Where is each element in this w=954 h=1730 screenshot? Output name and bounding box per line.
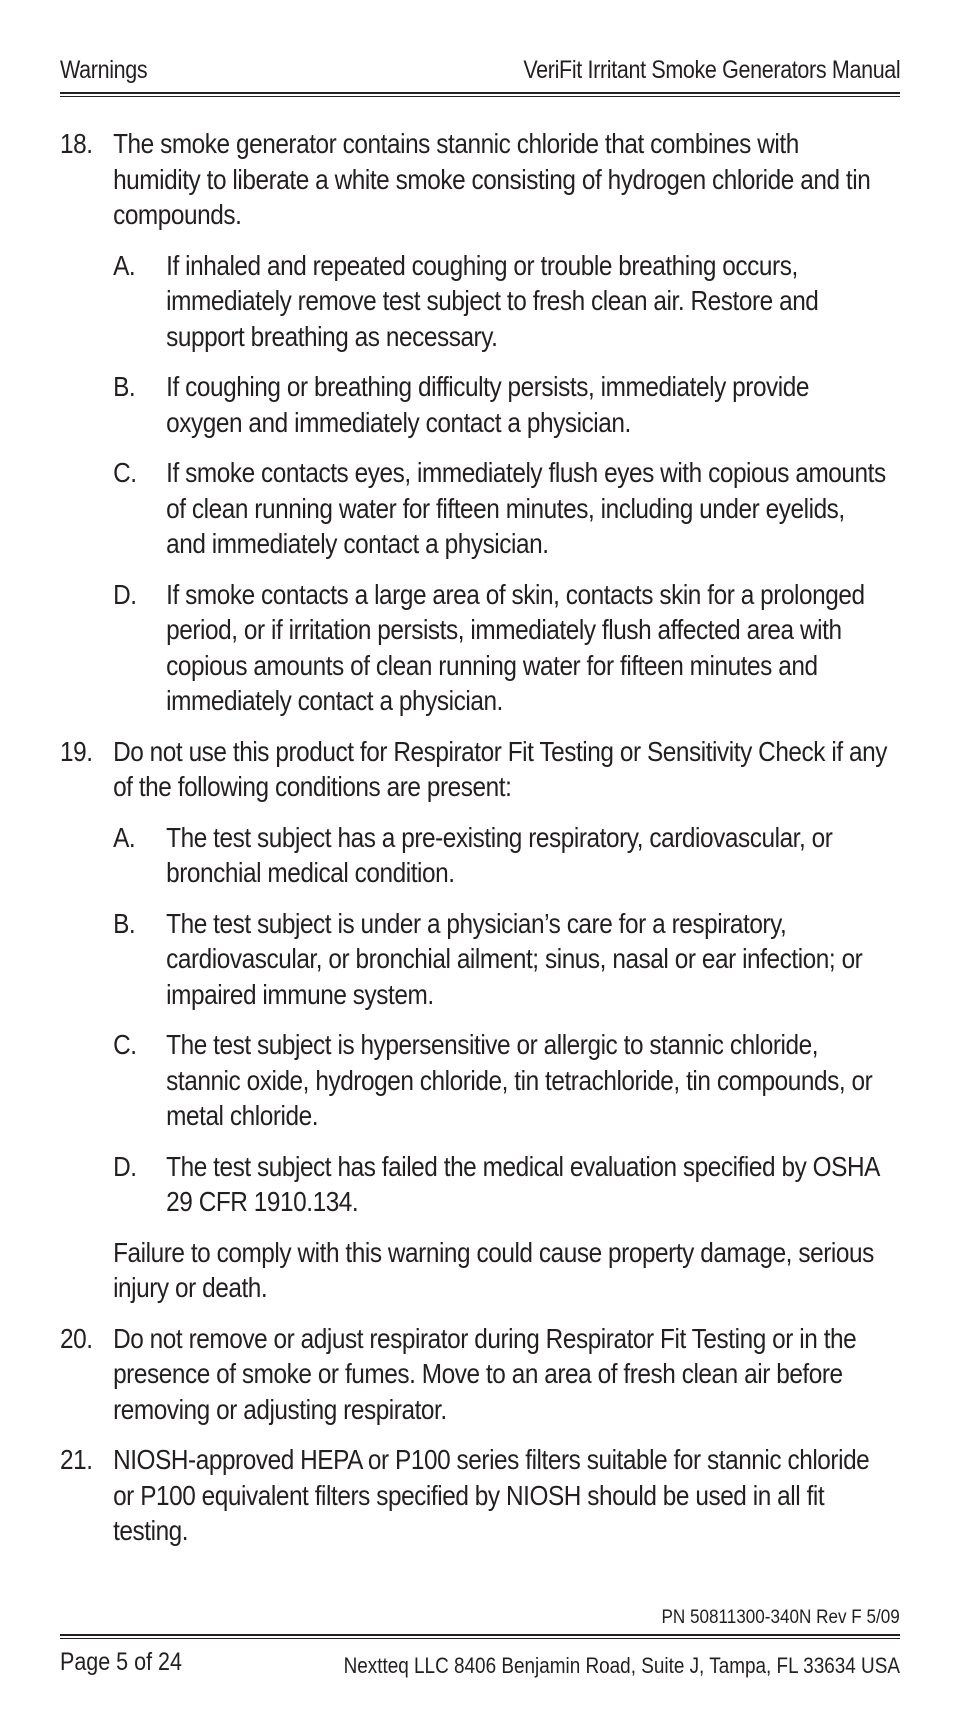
warnings-list <box>60 126 912 1564</box>
item-text: NIOSH-approved HEPA or P100 series filters suitable for stannic chloride or P100 equivalent filters specified by NIOSH should be used in all fit testing. <box>113 1444 870 1546</box>
subitem-letter: A. <box>113 821 136 853</box>
subitem-text: If smoke contacts a large area of skin, contacts skin for a prolonged period, or if irritation persists, immediately flush affected area with copious amounts of clean running water for fifteen minutes and immediately contact a physician. <box>166 578 865 716</box>
subitem-letter: D. <box>113 578 137 610</box>
subitem-letter: B. <box>113 371 136 402</box>
item-number: 19. <box>60 735 93 767</box>
footer-rule <box>60 1634 900 1639</box>
header-section: Warnings <box>60 56 148 84</box>
item-number: 20. <box>60 1322 93 1354</box>
subitem-text: The test subject is under a physician’s care for a respiratory, cardiovascular, or bronchial ailment; sinus, nasal or ear infection; or impaired immune system. <box>166 907 863 1010</box>
subitem-text: If smoke contacts eyes, immediately flush eyes with copious amounts of clean running water for fifteen minutes, including under eyelids, and immediately contact a physician. <box>166 457 886 559</box>
subitem-18d <box>113 577 890 719</box>
subitem-19c <box>113 1027 890 1134</box>
subitem-19d <box>113 1149 890 1220</box>
subitem-letter: C. <box>113 457 137 488</box>
item-text: Do not remove or adjust respirator during Respirator Fit Testing or in the presence of smoke or fumes. Move to an area of fresh clean air before removing or adjusting respirator. <box>113 1322 857 1425</box>
item-number: 21. <box>60 1444 93 1475</box>
subitem-text: If coughing or breathing difficulty persists, immediately provide oxygen and immediately contact a physician. <box>166 371 810 438</box>
warning-item-19 <box>60 734 890 1306</box>
subitem-19b <box>113 906 890 1013</box>
warning-item-21 <box>60 1442 890 1549</box>
subitem-text: The test subject has a pre-existing respiratory, cardiovascular, or bronchial medical condition. <box>166 821 833 888</box>
page-header <box>60 54 900 90</box>
warning-item-20 <box>60 1321 890 1428</box>
subitem-letter: C. <box>113 1029 137 1060</box>
item-text: The smoke generator contains stannic chloride that combines with humidity to liberate a white smoke consisting of hydrogen chloride and tin compounds. <box>113 128 871 230</box>
company-address: Nextteq LLC 8406 Benjamin Road, Suite J, Tampa, FL 33634 USA <box>343 1653 900 1678</box>
item-number: 18. <box>60 128 93 159</box>
subitem-text: The test subject is hypersensitive or allergic to stannic chloride, stannic oxide, hydrogen chloride, tin tetrachloride, tin compounds, or metal chloride. <box>166 1029 873 1131</box>
header-manual-title: VeriFit Irritant Smoke Generators Manual <box>523 56 900 84</box>
page-footer <box>60 1648 900 1682</box>
subitem-text: The test subject has failed the medical evaluation specified by OSHA 29 CFR 1910.134. <box>166 1150 879 1217</box>
subitem-letter: A. <box>113 249 136 281</box>
part-number: PN 50811300-340N Rev F 5/09 <box>661 1607 900 1628</box>
subitem-19a <box>113 820 890 891</box>
subitem-18a <box>113 248 890 355</box>
header-rule <box>60 92 900 97</box>
subitem-letter: D. <box>113 1150 137 1182</box>
subitem-18b <box>113 369 890 440</box>
subitem-18c <box>113 455 890 562</box>
subitem-text: If inhaled and repeated coughing or trouble breathing occurs, immediately remove test subject to fresh clean air. Restore and support breathing as necessary. <box>166 249 819 352</box>
warning-item-18 <box>60 126 890 719</box>
item-text: Do not use this product for Respirator Fit Testing or Sensitivity Check if any of the following conditions are present: <box>113 735 887 802</box>
warning-note: Failure to comply with this warning could cause property damage, serious injury or death. <box>113 1236 874 1303</box>
page-number: Page 5 of 24 <box>60 1648 182 1676</box>
subitem-letter: B. <box>113 907 136 939</box>
